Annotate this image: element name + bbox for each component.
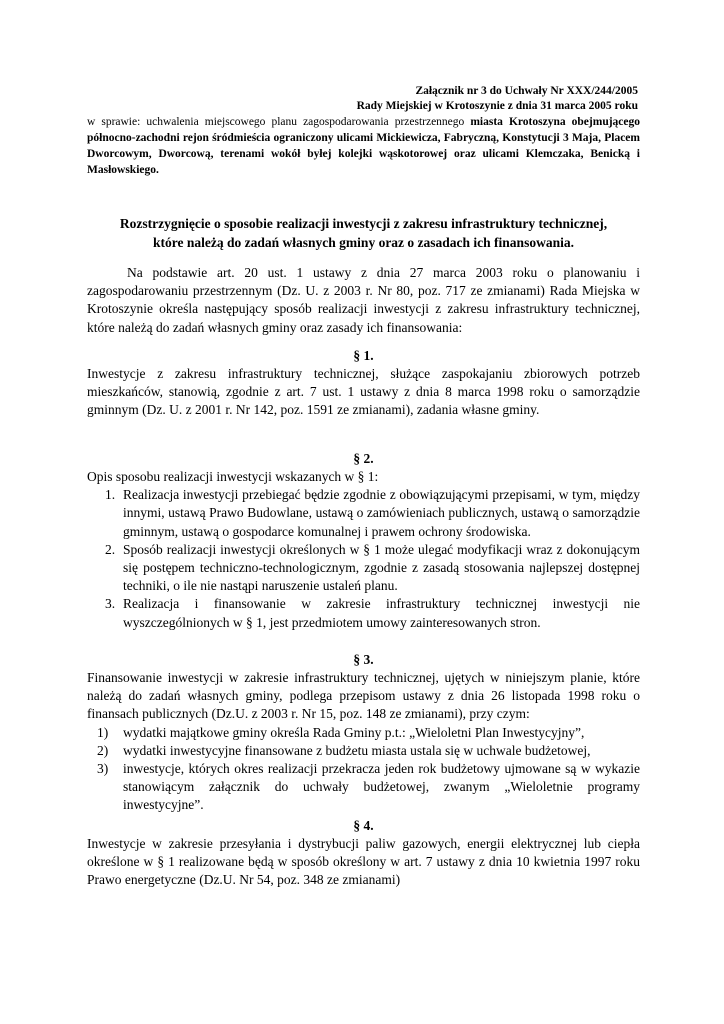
section-4-text: Inwestycje w zakresie przesyłania i dystrybucji paliw gazowych, energii elektrycznej lub ciepła określone w § 1 realizowane będą w sposób określony w art. 7 ustawy z dnia 10 kwietnia 1997 roku Prawo energetyczne (Dz.U. Nr 54, poz. 348 ze zmianami) [87, 836, 640, 888]
section-2-list [87, 486, 640, 632]
list-item [87, 742, 640, 760]
item-text: Realizacja i finansowanie w zakresie infrastruktury technicznej inwestycji nie wyszczególnionych w § 1, jest przedmiotem umowy zainteresowanych stron. [123, 596, 640, 630]
list-item [87, 595, 640, 631]
section-4-heading: § 4. [353, 818, 374, 833]
attachment-number: Załącznik nr 3 do Uchwały Nr XXX/244/2005 [415, 85, 638, 97]
section-3-list [87, 724, 640, 815]
title-line-2: które należą do zadań własnych gminy oraz o zasadach ich finansowania. [153, 235, 574, 250]
section-2-heading: § 2. [353, 451, 374, 466]
item-number: 1) [97, 724, 109, 740]
subject-prefix: w sprawie: uchwalenia miejscowego planu zagospodarowania przestrzennego [87, 116, 471, 128]
item-text: wydatki inwestycyjne finansowane z budżetu miasta ustala się w uchwale budżetowej, [123, 742, 591, 758]
item-text: Sposób realizacji inwestycji określonych w § 1 może ulegać modyfikacji wraz z dokonującym się postępem techniczno-technologicznym, zgodnie z zasadą stosowania najlepszej dostępnej techniki, o ile nie nastąpi naruszenie ustaleń planu. [123, 541, 640, 594]
section-2-lead: Opis sposobu realizacji inwestycji wskazanych w § 1: [87, 469, 379, 484]
item-number: 2. [105, 541, 116, 557]
section-1-text: Inwestycje z zakresu infrastruktury technicznej, służące zaspokajaniu zbiorowych potrzeb mieszkańców, stanowią, zgodnie z art. 7 ust. 1 ustawy z dnia 8 marca 1998 roku o samorządzie gminnym (Dz. U. z 2001 r. Nr 142, poz. 1591 ze zmianami), zadania własne gminy. [87, 366, 640, 418]
preamble: Na podstawie art. 20 ust. 1 ustawy z dnia 27 marca 2003 roku o planowaniu i zagospodarowaniu przestrzennym (Dz. U. z 2003 r. Nr 80, poz. 717 ze zmianami) Rada Miejska w Krotoszynie określa następujący sposób realizacji inwestycji z zakresu infrastruktury technicznej, które należą do zadań własnych gminy oraz zasady ich finansowania: [87, 265, 640, 335]
document-title [87, 214, 640, 252]
section-1-heading: § 1. [353, 348, 374, 363]
resolution-subject [87, 114, 640, 178]
list-item [87, 760, 640, 815]
item-number: 2) [97, 742, 109, 758]
item-number: 1. [105, 487, 116, 503]
section-2-body [87, 468, 640, 632]
item-text: wydatki majątkowe gminy określa Rada Gminy p.t.: „Wieloletni Plan Inwestycyjny”, [123, 724, 585, 740]
council-date-line: Rady Miejskiej w Krotoszynie z dnia 31 marca 2005 roku [356, 100, 638, 112]
subject-area: miasta Krotoszyna obejmującego północno-zachodni rejon śródmieścia ograniczony ulicami Mickiewicza, Fabryczną, Konstytucji 3 Maja, Placem Dworcowym, Dworcową, terenami wokół byłej kolejki wąskotorowej oraz ulicami Klemczaka, Benicką i Masłowskiego. [87, 116, 640, 176]
item-number: 3. [105, 596, 116, 612]
list-item [87, 541, 640, 596]
list-item [87, 486, 640, 541]
title-line-1: Rozstrzygnięcie o sposobie realizacji inwestycji z zakresu infrastruktury technicznej, [119, 216, 608, 231]
item-text: Realizacja inwestycji przebiegać będzie zgodnie z obowiązującymi przepisami, w tym, między innymi, ustawą Prawo Budowlane, ustawą o zamówieniach publicznych, ustawą o samorządzie gminnym, ustawą o gospodarce komunalnej i prawem ochrony środowiska. [123, 487, 640, 539]
list-item [87, 724, 640, 742]
item-text: inwestycje, których okres realizacji przekracza jeden rok budżetowy ujmowane są w wykazie stanowiącym załącznik do uchwały budżetowej, zwanym „Wieloletnie programy inwestycyjne”. [123, 761, 640, 813]
section-3-lead: Finansowanie inwestycji w zakresie infrastruktury technicznej, ujętych w niniejszym planie, które należą do zadań własnych gminy, podlega przepisom ustawy z dnia 26 listopada 1998 roku o finansach publicznych (Dz.U. z 2003 r. Nr 15, poz. 148 ze zmianami), przy czym: [87, 670, 640, 722]
section-3-body [87, 669, 640, 815]
section-3-heading: § 3. [353, 652, 374, 667]
item-number: 3) [97, 761, 109, 777]
